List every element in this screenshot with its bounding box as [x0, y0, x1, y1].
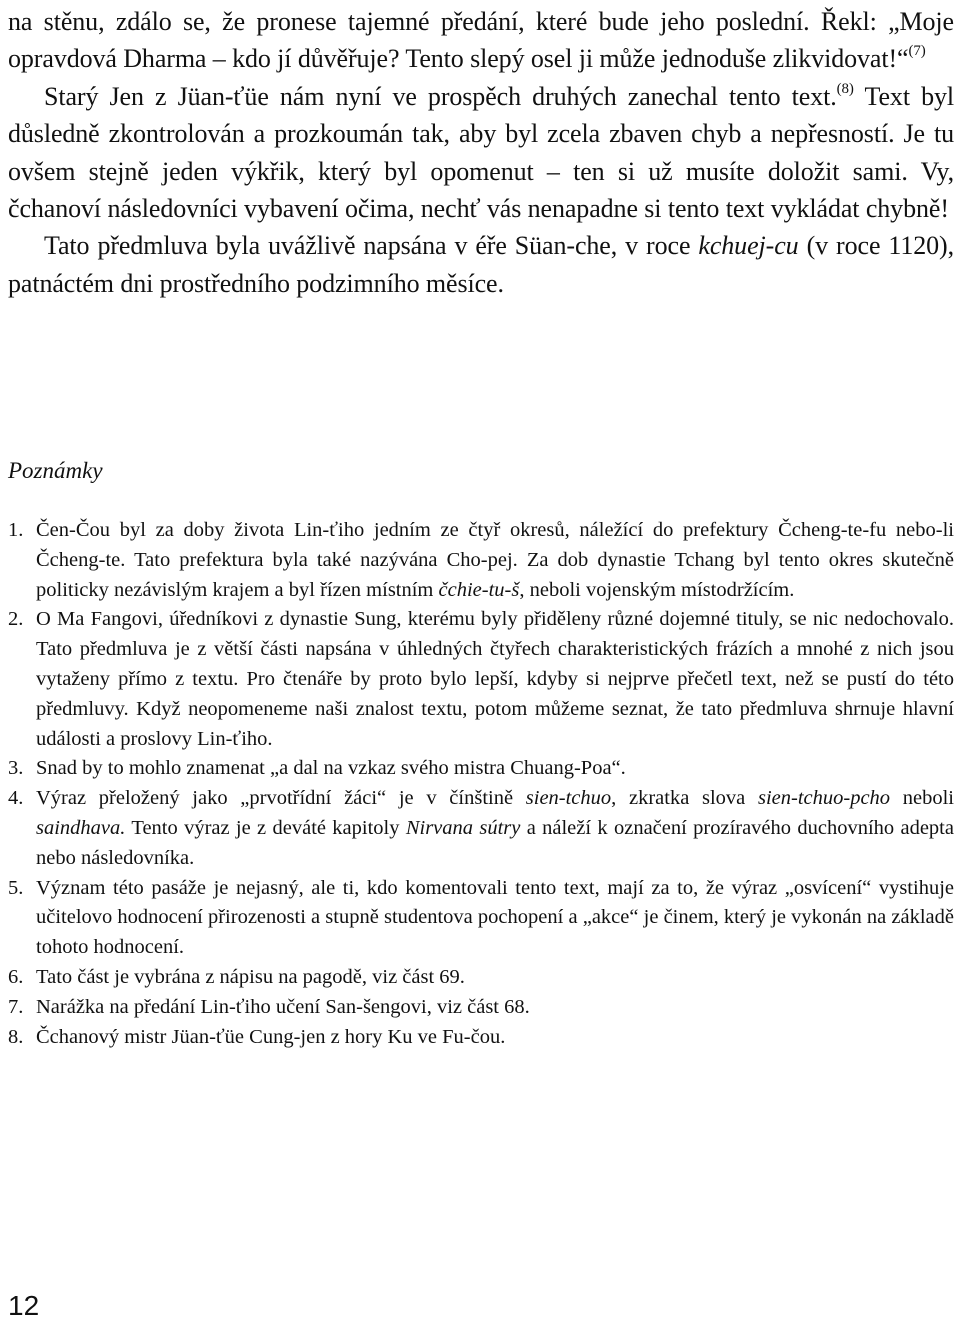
- note-text: , neboli vojenským místodržícím.: [519, 578, 795, 601]
- note-item: [8, 963, 954, 993]
- note-text: Tento výraz je z deváté kapitoly: [125, 816, 406, 839]
- note-text: neboli: [890, 787, 954, 810]
- note-emphasis: sien-tchuo: [525, 787, 612, 810]
- paragraph-2-text-a: Starý Jen z Jüan-ťüe nám nyní ve prospěch druhých zanechal tento text.: [44, 81, 837, 111]
- notes-list: [8, 516, 954, 1052]
- paragraph-3-text-a: Tato předmluva byla uvážlivě napsána v éře Süan-che, v roce: [44, 231, 699, 261]
- note-item: [8, 754, 954, 784]
- note-item: [8, 874, 954, 963]
- note-text: , zkratka slova: [611, 787, 758, 810]
- note-emphasis: Nirvana sútry: [405, 816, 521, 839]
- note-number: 2.: [8, 608, 24, 631]
- note-item: [8, 784, 954, 873]
- note-emphasis: čchie-tu-š: [438, 578, 520, 601]
- note-text: Význam této pasáže je nejasný, ale ti, kdo komentovali tento text, mají za to, že výraz „osvícení“ vystihuje učitelovo hodnocení přirozenosti a stupně studentova pochopení a „akce“ je činem, který je vykonán na základě tohoto hodnocení.: [36, 876, 954, 959]
- note-text: O Ma Fangovi, úředníkovi z dynastie Sung, kterému byly přiděleny různé dojemné tituly, se nic nedochovalo. Tato předmluva je z větší části napsána v úhledných čtyřech charakteristických frázích a mnohé z nich jsou vytaženy přímo z textu. Pro čtenáře by proto bylo lepší, kdyby si nejprve přečetl text, než se pustí do této předmluvy. Když neopomeneme naši znalost textu, potom můžeme seznat, že tato předmluva shrnuje hlavní události a proslovy Lin-ťiho.: [36, 608, 954, 750]
- note-text: Výraz přeložený jako „prvotřídní žáci“ je v čínštině: [36, 787, 526, 810]
- note-number: 8.: [8, 1025, 24, 1048]
- paragraph-2-text-b: Text byl důsledně zkontrolován a prozkoumán tak, aby byl zcela zbaven chyb a nepřesností. Je tu ovšem stejně jeden výkřik, který byl opomenut – ten si už musíte doložit sami. Vy, čchanoví následovníci vybavení očima, nechť vás nenapadne si tento text vykládat chybně!: [8, 81, 955, 224]
- note-text: Tato část je vybrána z nápisu na pagodě, viz část 69.: [36, 965, 465, 988]
- footnote-ref-8: (8): [836, 80, 854, 97]
- note-text: Čchanový mistr Jüan-ťüe Cung-jen z hory Ku ve Fu-čou.: [36, 1025, 506, 1048]
- note-number: 3.: [8, 757, 24, 780]
- note-number: 6.: [8, 965, 24, 988]
- page-number: 12: [8, 1290, 40, 1321]
- note-item: [8, 605, 954, 754]
- note-number: 4.: [8, 787, 24, 810]
- paragraph-3-text-b: (v roce 1120), patnáctém dni prostředního podzimního měsíce.: [8, 231, 954, 298]
- note-emphasis: sien-tchuo-pcho: [757, 787, 891, 810]
- paragraph-3: [8, 227, 954, 302]
- note-text: Čen-Čou byl za doby života Lin-ťiho jedním ze čtyř okresů, náležící do prefektury Čcheng-te-fu nebo-li Čcheng-te. Tato prefektura byla také nazývána Cho-pej. Za dob dynastie Tchang byl tento okres skutečně politicky nezávislým krajem a byl řízen místním: [36, 519, 954, 601]
- notes-heading: Poznámky: [8, 458, 103, 483]
- footnote-ref-7: (7): [908, 43, 926, 60]
- note-item: [8, 1023, 954, 1053]
- note-text: Narážka na předání Lin-ťiho učení San-šengovi, viz část 68.: [36, 995, 530, 1018]
- note-emphasis: saindhava.: [36, 816, 126, 839]
- paragraph-1-text: na stěnu, zdálo se, že pronese tajemné předání, které bude jeho poslední. Řekl: „Moje opravdová Dharma – kdo jí důvěřuje? Tento slepý osel ji může jednoduše zlikvidovat!“: [8, 7, 954, 74]
- note-item: [8, 993, 954, 1023]
- note-number: 1.: [8, 519, 24, 541]
- paragraph-2: [8, 78, 954, 228]
- paragraph-1: [8, 3, 954, 78]
- main-text: [8, 3, 954, 302]
- note-item: [8, 516, 954, 605]
- paragraph-3-emphasis: kchuej-cu: [698, 231, 799, 261]
- note-number: 5.: [8, 876, 24, 899]
- note-text: Snad by to mohlo znamenat „a dal na vzkaz svého mistra Chuang-Poa“.: [36, 757, 626, 780]
- note-text: a náleží k označení prozíravého duchovního adepta nebo následovníka.: [36, 816, 954, 869]
- note-number: 7.: [8, 995, 24, 1018]
